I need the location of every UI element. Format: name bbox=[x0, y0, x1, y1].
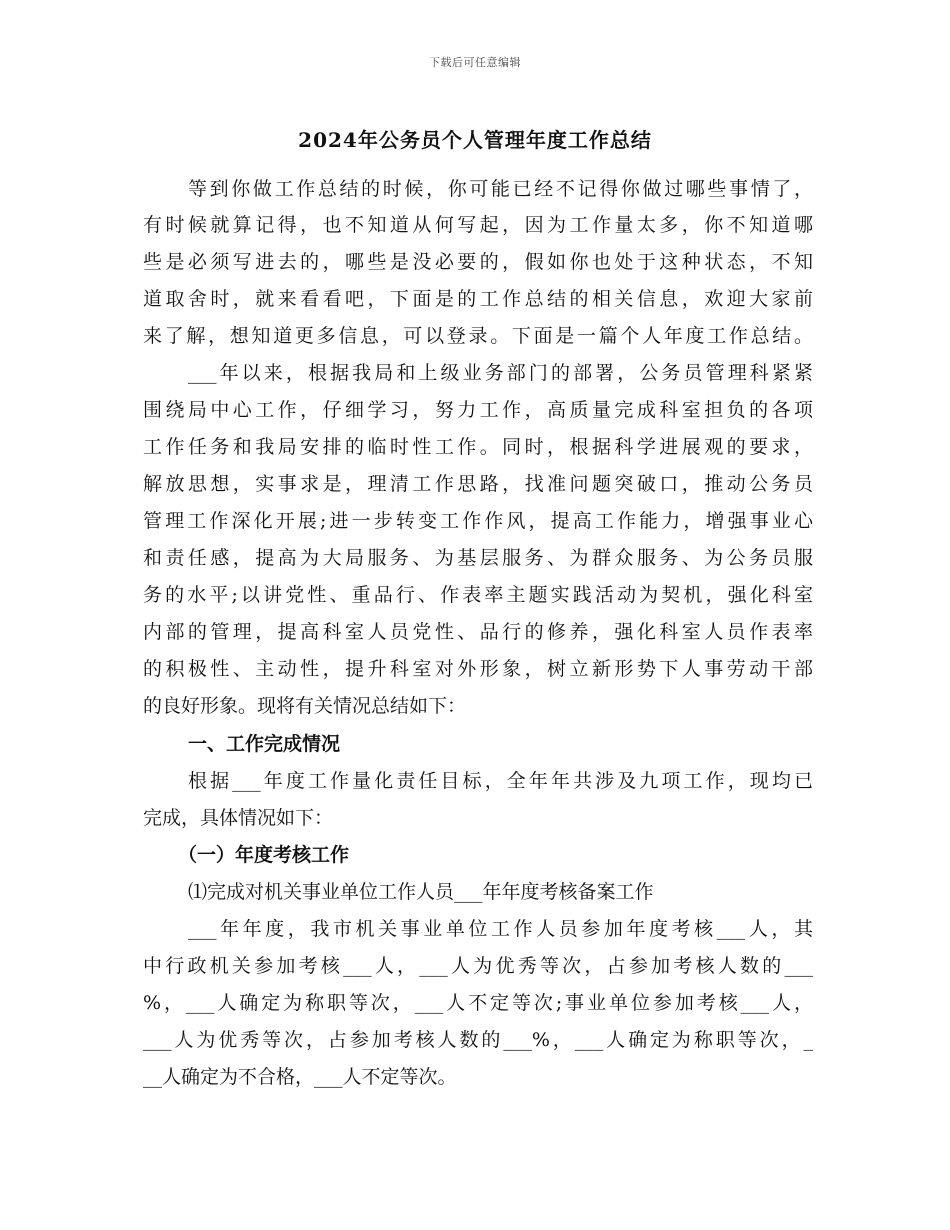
body-line: 有时候就算记得，也不知道从何写起，因为工作量太多，你不知道哪 bbox=[143, 214, 813, 236]
section-heading: 一、工作完成情况 bbox=[188, 733, 341, 755]
body-line: ___年年度，我市机关事业单位工作人员参加年度考核___人，其 bbox=[188, 918, 813, 940]
body-line: 工作任务和我局安排的临时性工作。同时，根据科学进展观的要求， bbox=[143, 436, 813, 458]
body-line: 和责任感，提高为大局服务、为基层服务、为群众服务、为公务员服 bbox=[143, 547, 813, 569]
body-line: 等到你做工作总结的时候，你可能已经不记得你做过哪些事情了， bbox=[188, 178, 813, 200]
body-line: 务的水平;以讲党性、重品行、作表率主题实践活动为契机，强化科室 bbox=[143, 584, 813, 606]
body-line: ___年以来，根据我局和上级业务部门的部署，公务员管理科紧紧 bbox=[188, 362, 813, 384]
page-header-note: 下载后可任意编辑 bbox=[429, 56, 521, 69]
body-line: %，___人确定为称职等次，___人不定等次;事业单位参加考核___人， bbox=[143, 992, 813, 1014]
body-line: 围绕局中心工作，仔细学习，努力工作，高质量完成科室担负的各项 bbox=[143, 399, 813, 421]
body-line: 些是必须写进去的，哪些是没必要的，假如你也处于这种状态，不知 bbox=[143, 251, 813, 273]
body-line: 来了解，想知道更多信息，可以登录。下面是一篇个人年度工作总结。 bbox=[143, 325, 813, 347]
body-line: 的积极性、主动性，提升科室对外形象，树立新形势下人事劳动干部 bbox=[143, 658, 813, 680]
body-line: 内部的管理，提高科室人员党性、品行的修养，强化科室人员作表率 bbox=[143, 621, 813, 643]
document-title: 2024年公务员个人管理年度工作总结 bbox=[298, 128, 652, 152]
body-line: 完成，具体情况如下： bbox=[143, 807, 334, 829]
item-heading: ⑴完成对机关事业单位工作人员___年年度考核备案工作 bbox=[188, 881, 654, 903]
subsection-heading: （一）年度考核工作 bbox=[178, 844, 350, 866]
body-line: 根据___年度工作量化责任目标，全年年共涉及九项工作，现均已 bbox=[188, 770, 813, 792]
body-line: 道取舍时，就来看看吧，下面是的工作总结的相关信息，欢迎大家前 bbox=[143, 288, 813, 310]
body-line: ___人为优秀等次，占参加考核人数的___%，___人确定为称职等次，_ bbox=[143, 1029, 813, 1051]
body-line: 管理工作深化开展;进一步转变工作作风，提高工作能力，增强事业心 bbox=[143, 510, 813, 532]
body-line: 的良好形象。现将有关情况总结如下： bbox=[143, 695, 467, 717]
body-line: __人确定为不合格，___人不定等次。 bbox=[143, 1066, 457, 1088]
body-line: 中行政机关参加考核___人，___人为优秀等次，占参加考核人数的___ bbox=[143, 955, 813, 977]
body-line: 解放思想，实事求是，理清工作思路，找准问题突破口，推动公务员 bbox=[143, 473, 813, 495]
